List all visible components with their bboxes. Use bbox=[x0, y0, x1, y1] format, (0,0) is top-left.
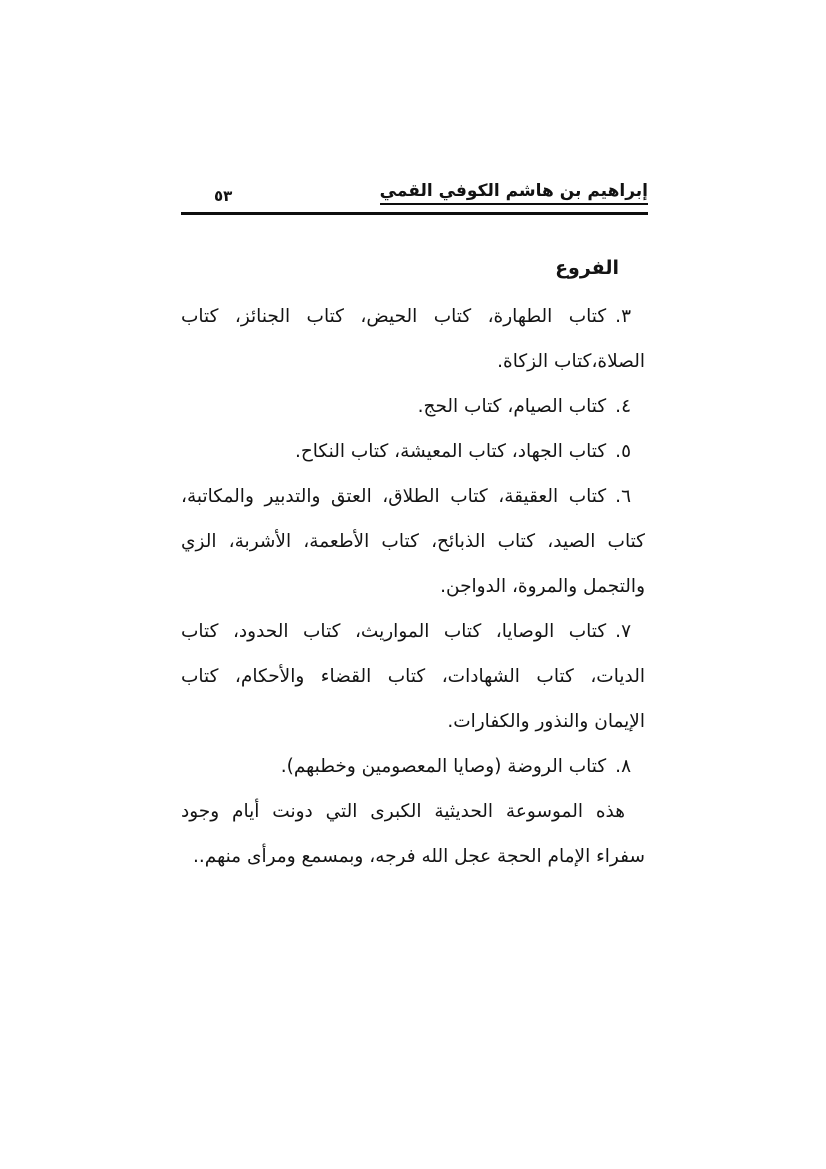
item-number: ٨. bbox=[615, 756, 631, 777]
list-item bbox=[181, 294, 645, 384]
item-number: ٦. bbox=[615, 486, 631, 507]
item-number: ٣. bbox=[615, 306, 631, 327]
item-number: ٤. bbox=[615, 396, 631, 417]
item-number: ٥. bbox=[615, 441, 631, 462]
text-line: ٧.كتاب الوصايا، كتاب المواريث، كتاب الحدود، كتاب bbox=[181, 621, 631, 642]
list-item bbox=[181, 744, 645, 789]
item-number: ٧. bbox=[615, 621, 631, 642]
books-list bbox=[181, 294, 645, 789]
list-item bbox=[181, 384, 645, 429]
text-line: ٥.كتاب الجهاد، كتاب المعيشة، كتاب النكاح. bbox=[294, 441, 631, 462]
list-item bbox=[181, 474, 645, 609]
text-line: ٤.كتاب الصيام، كتاب الحج. bbox=[417, 396, 631, 417]
text-line: كتاب الصيد، كتاب الذبائح، كتاب الأطعمة، الأشربة، الزي bbox=[181, 531, 645, 552]
text-line: الديات، كتاب الشهادات، كتاب القضاء والأحكام، كتاب bbox=[181, 666, 645, 687]
closing-paragraph bbox=[181, 789, 645, 879]
text-line: هذه الموسوعة الحديثية الكبرى التي دونت أيام وجود bbox=[181, 801, 625, 822]
page-header bbox=[181, 181, 648, 215]
running-title: إبراهيم بن هاشم الكوفي القمي bbox=[380, 181, 648, 205]
text-line: الإيمان والنذور والكفارات. bbox=[447, 711, 645, 732]
text-line: الصلاة،كتاب الزكاة. bbox=[497, 351, 645, 372]
text-line: ٦.كتاب العقيقة، كتاب الطلاق، العتق والتدبير والمكاتبة، bbox=[181, 486, 631, 507]
section-heading: الفروع bbox=[555, 257, 619, 279]
text-line: سفراء الإمام الحجة عجل الله فرجه، وبمسمع ومرأى منهم.. bbox=[193, 846, 645, 867]
text-line: ٨.كتاب الروضة (وصايا المعصومين وخطبهم). bbox=[280, 756, 631, 777]
text-line: ٣.كتاب الطهارة، كتاب الحيض، كتاب الجنائز، كتاب bbox=[181, 306, 631, 327]
text-line: والتجمل والمروة، الدواجن. bbox=[440, 576, 645, 597]
page-body bbox=[181, 242, 645, 879]
list-item bbox=[181, 609, 645, 744]
page-number: ٥٣ bbox=[214, 187, 233, 205]
list-item bbox=[181, 429, 645, 474]
